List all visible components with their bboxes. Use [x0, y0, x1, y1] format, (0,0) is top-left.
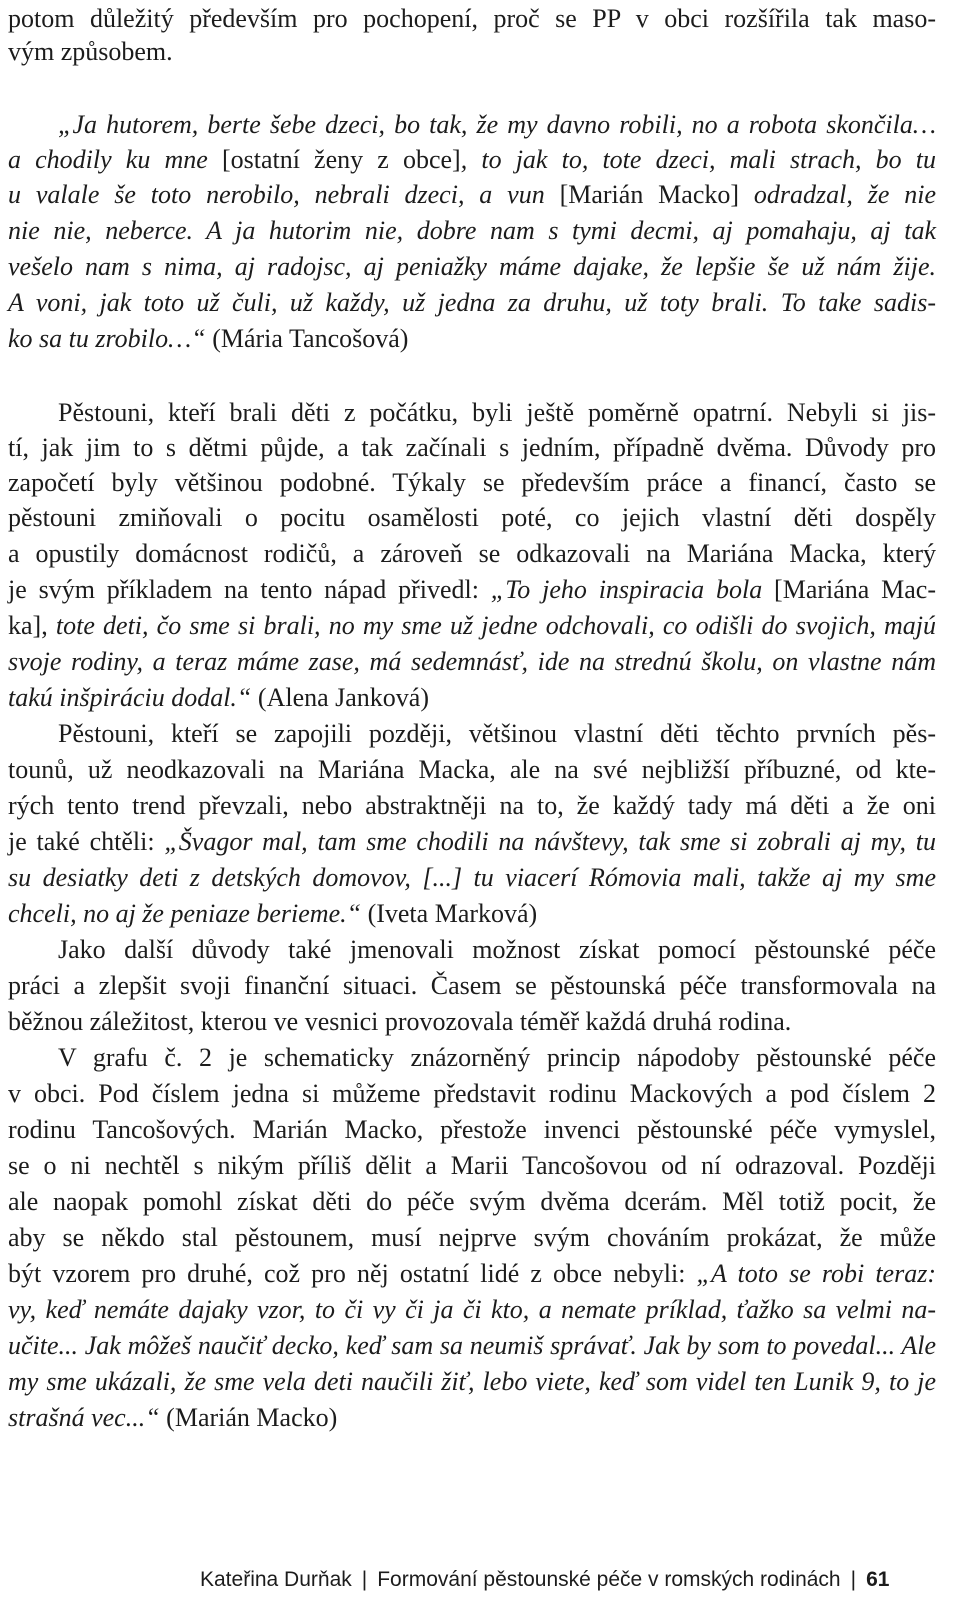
quote-line — [8, 897, 936, 931]
text-line — [8, 969, 936, 1003]
text-span: vým způsobem. — [8, 37, 173, 66]
quote-span: vy, keď nemáte dajaky vzor, to či vy či ja či kto, a nemate príklad, ťažko sa velmi na- — [8, 1295, 936, 1324]
text-span: práci a zlepšit svoji finanční situaci. Časem se pěstounská péče transformovala na — [8, 971, 936, 1000]
text-span: aby se někdo stal pěstounem, musí nejprve svým chováním prokázat, že může — [8, 1223, 936, 1252]
quote-span: takú inšpiráciu dodal.“ — [8, 683, 252, 712]
text-span: Pěstouni, kteří brali děti z počátku, byli ještě poměrně opatrní. Nebyli si jis- — [58, 398, 936, 427]
quote-span: „Ja hutorem, berte šebe dzeci, bo tak, že my davno robili, no a robota skončila… — [58, 110, 936, 139]
quote-span: , to jak to, tote dzeci, mali strach, bo tu — [460, 145, 936, 174]
text-span: v obci. Pod číslem jedna si můžeme představit rodinu Mackových a pod číslem 2 — [8, 1079, 936, 1108]
text-span: Pěstouni, kteří se zapojili později, většinou vlastní děti těchto prvních pěs- — [58, 719, 936, 748]
quote-line — [8, 178, 936, 212]
quote-line — [8, 108, 936, 142]
text-span: rých tento trend převzali, nebo abstraktněji na to, že každý tady má děti a že oni — [8, 791, 936, 820]
quote-span: „Švagor mal, tam sme chodili na návštevy, tak sme si zobrali aj my, tu — [164, 827, 936, 856]
text-span: je svým příkladem na tento nápad přivedl: — [8, 575, 491, 604]
text-span: ka], — [8, 611, 56, 640]
quote-span: strašná vec...“ — [8, 1403, 160, 1432]
quote-span: my sme ukázali, že sme vela deti naučili žiť, lebo viete, keď som videl ten Lunik 9, to je — [8, 1367, 936, 1396]
footer-title: Formování pěstounské péče v romských rodinách — [377, 1568, 841, 1591]
quote-span: tote deti, čo sme si brali, no my sme už jedne odchovali, co odišli do svojich, majú — [55, 611, 937, 640]
footer-author: Kateřina Durňak — [200, 1568, 352, 1591]
text-span: běžnou záležitost, kterou ve vesnici provozovala téměř každá druhá rodina. — [8, 1007, 792, 1036]
text-line — [8, 609, 936, 643]
text-span: [Marián Macko] — [559, 180, 740, 209]
text-span: [ostatní ženy z obce] — [221, 145, 461, 174]
quote-attribution: (Mária Tancošová) — [205, 324, 409, 353]
quote-line — [8, 1401, 936, 1435]
quote-span: chceli, no aj že peniaze berieme.“ — [8, 899, 362, 928]
text-line — [8, 1077, 936, 1111]
quote-span: su desiatky deti z detských domovov, [...] tu viacerí Rómovia mali, takže aj my sme — [8, 863, 936, 892]
quote-span: A voni, jak toto už čuli, už každy, už jedna za druhu, už toty brali. To take sadis- — [8, 288, 936, 317]
text-line — [8, 753, 936, 787]
quote-line — [8, 1365, 936, 1399]
quote-span: a chodily ku mne — [8, 145, 222, 174]
text-line — [8, 1041, 936, 1075]
text-span: započetí byly většinou podobné. Týkaly se především práce a financí, často se — [8, 468, 936, 497]
text-line — [8, 1221, 936, 1255]
quote-line — [8, 286, 936, 320]
text-line — [8, 1113, 936, 1147]
text-line — [8, 789, 936, 823]
text-line — [8, 466, 936, 500]
text-span: potom důležitý především pro pochopení, proč se PP v obci rozšířila tak maso- — [8, 4, 936, 33]
text-line — [8, 501, 936, 535]
page-number: 61 — [866, 1568, 890, 1591]
running-footer — [200, 1560, 952, 1600]
quote-attribution: (Marián Macko) — [159, 1403, 338, 1432]
text-line — [8, 825, 936, 859]
quote-span: vešelo nam s nima, aj radojsc, aj peniažky máme dajake, že lepšie še už nám žije. — [8, 252, 936, 281]
quote-line — [8, 214, 936, 248]
text-span: tounů, už neodkazovali na Mariána Macka, ale na své nejbližší příbuzné, od kte- — [8, 755, 936, 784]
text-span: V grafu č. 2 je schematicky znázorněný princip nápodoby pěstounské péče — [58, 1043, 936, 1072]
quote-span: odradzal, že nie — [739, 180, 936, 209]
quote-line — [8, 250, 936, 284]
quote-line — [8, 861, 936, 895]
text-span: [Mariána Mac- — [762, 575, 937, 604]
quote-line — [8, 1293, 936, 1327]
quote-span: ko sa tu zrobilo…“ — [8, 324, 206, 353]
quote-attribution: (Iveta Marková) — [361, 899, 538, 928]
quote-span: nie nie, neberce. A ja hutorim nie, dobre nam s tymi decmi, aj pomahaju, aj tak — [8, 216, 936, 245]
text-line — [8, 717, 936, 751]
text-span: být vzorem pro druhé, což pro něj ostatní lidé z obce nebyli: — [8, 1259, 697, 1288]
footer-separator: | — [850, 1568, 857, 1591]
text-line — [8, 537, 936, 571]
quote-attribution: (Alena Janková) — [251, 683, 430, 712]
text-line — [8, 35, 936, 69]
quote-line — [8, 322, 936, 356]
text-line — [8, 1185, 936, 1219]
text-line — [8, 1257, 936, 1291]
quote-line — [8, 645, 936, 679]
text-span: Jako další důvody také jmenovali možnost získat pomocí pěstounské péče — [58, 935, 936, 964]
quote-line — [8, 143, 936, 177]
text-span: rodinu Tancošových. Marián Macko, přestože invenci pěstounské péče vymyslel, — [8, 1115, 936, 1144]
quote-span: „A toto se robi teraz: — [696, 1259, 936, 1288]
text-span: ale naopak pomohl získat děti do péče svým dvěma dcerám. Měl totiž pocit, že — [8, 1187, 936, 1216]
quote-span: svoje rodiny, a teraz máme zase, má sedemnásť, ide na strednú školu, on vlastne nám — [8, 647, 936, 676]
text-line — [8, 573, 936, 607]
text-line — [8, 1005, 936, 1039]
quote-span: „To jeho inspiracia bola — [490, 575, 763, 604]
quote-line — [8, 681, 936, 715]
text-line — [8, 2, 936, 36]
quote-span: učite... Jak môžeš naučiť decko, keď sam sa neumiš správať. Jak by som to povedal... Ale — [8, 1331, 936, 1360]
text-span: je také chtěli: — [8, 827, 165, 856]
text-span: pěstouni zmiňovali o pocitu osamělosti poté, co jejich vlastní děti dospěly — [8, 503, 936, 532]
text-line — [8, 933, 936, 967]
quote-line — [8, 1329, 936, 1363]
text-line — [8, 396, 936, 430]
quote-span: u valale še toto nerobilo, nebrali dzeci, a vun — [8, 180, 560, 209]
footer-separator: | — [361, 1568, 368, 1591]
text-span: tí, jak jim to s dětmi půjde, a tak začínali s jedním, případně dvěma. Důvody pro — [8, 433, 936, 462]
text-span: a opustily domácnost rodičů, a zároveň se odkazovali na Mariána Macka, který — [8, 539, 936, 568]
text-span: se o ni nechtěl s nikým příliš dělit a Marii Tancošovou od ní odrazoval. Později — [8, 1151, 936, 1180]
text-line — [8, 1149, 936, 1183]
text-line — [8, 431, 936, 465]
